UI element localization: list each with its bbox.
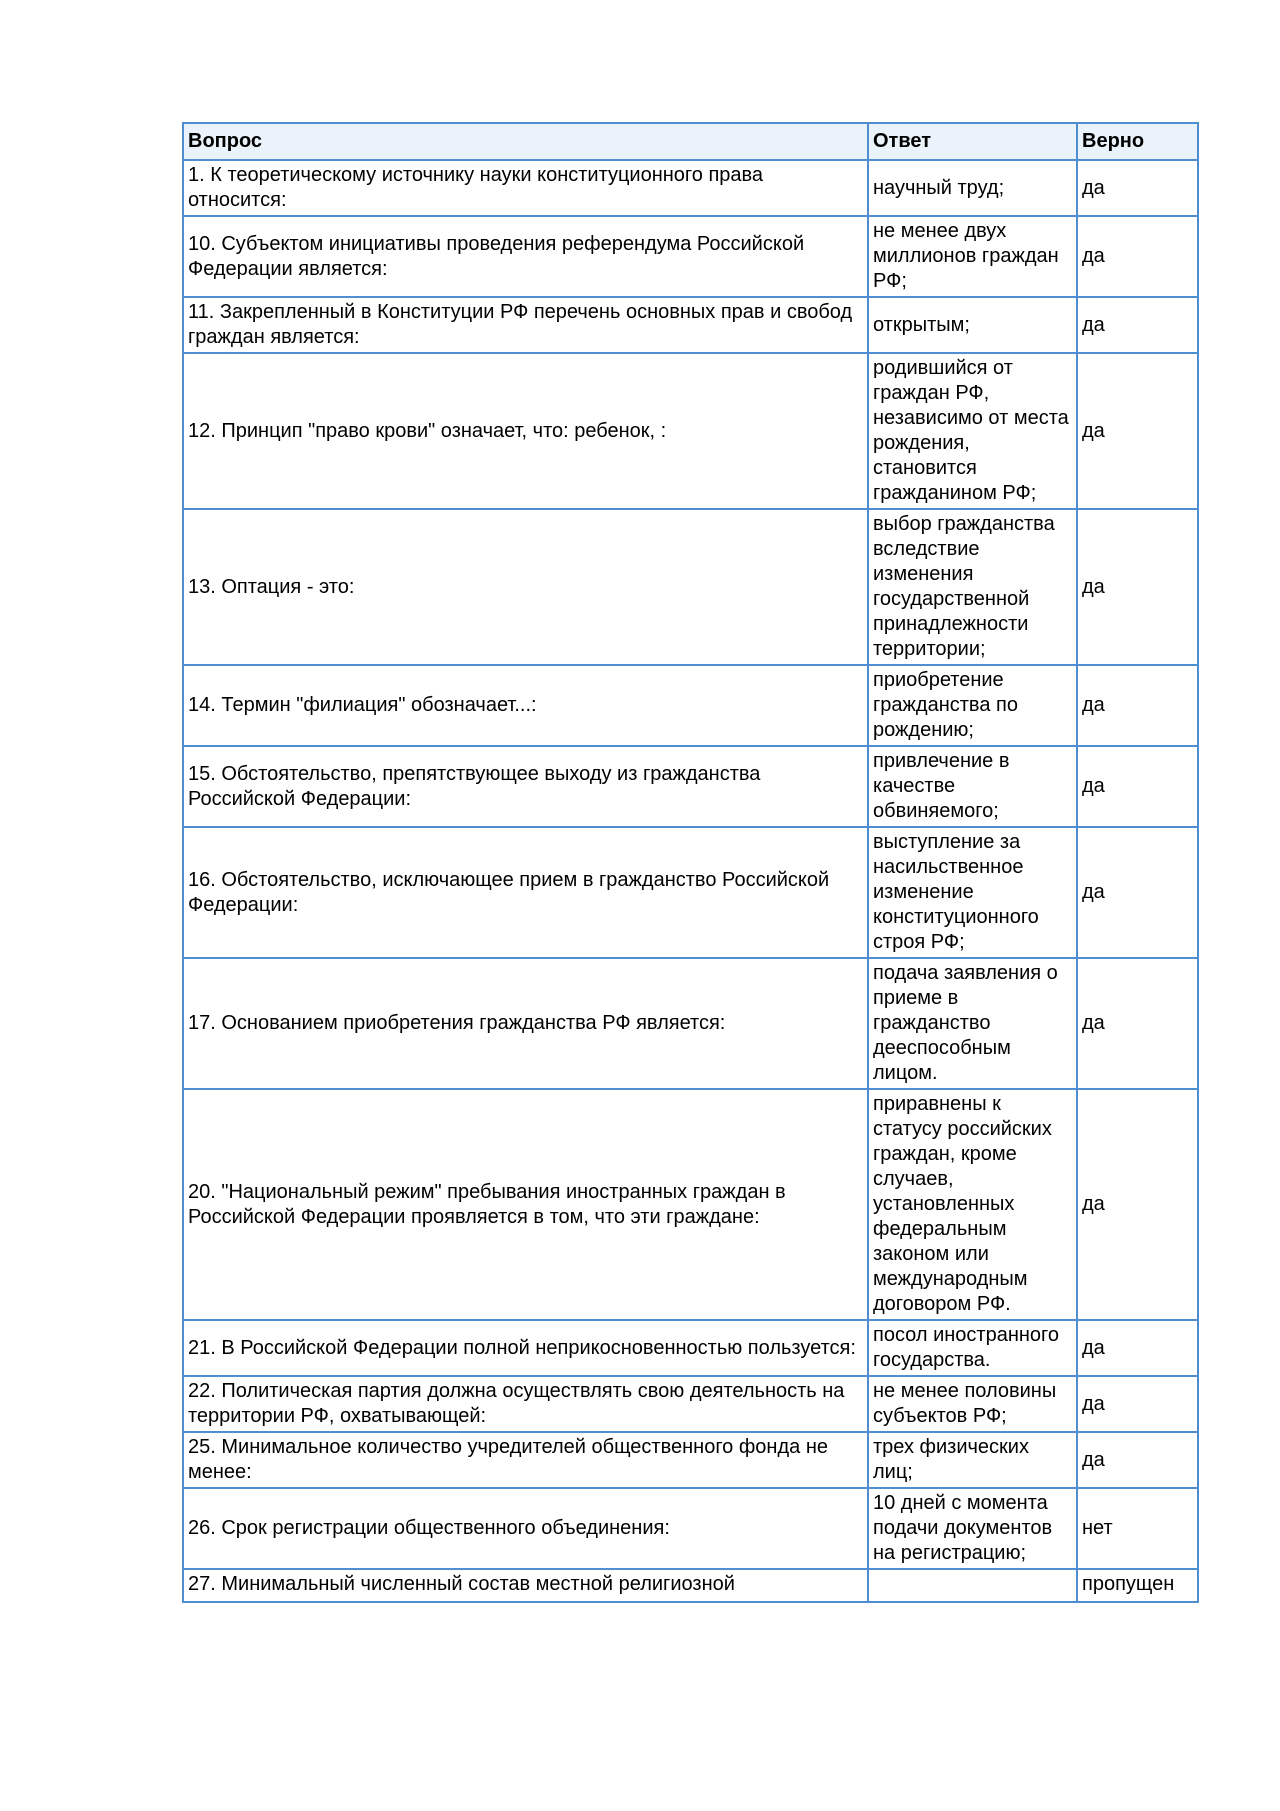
cell-answer: родившийся от граждан РФ, независимо от места рождения, становится гражданином РФ; [869,354,1076,508]
cell-answer: научный труд; [869,161,1076,215]
page-content [182,122,1197,1603]
cell-answer: приобретение гражданства по рождению; [869,666,1076,745]
header-question: Вопрос [184,124,867,159]
cell-question: 25. Минимальное количество учредителей общественного фонда не менее: [184,1433,867,1487]
cell-answer [869,1570,1076,1601]
cell-question: 11. Закрепленный в Конституции РФ перечень основных прав и свобод граждан является: [184,298,867,352]
cell-correct: да [1078,1433,1197,1487]
cell-question: 1. К теоретическому источнику науки конституционного права относится: [184,161,867,215]
table-row [184,1433,1197,1487]
cell-correct: да [1078,1377,1197,1431]
cell-question: 20. "Национальный режим" пребывания иностранных граждан в Российской Федерации проявляется в том, что эти граждане: [184,1090,867,1319]
cell-answer: не менее половины субъектов РФ; [869,1377,1076,1431]
table-row [184,1090,1197,1319]
cell-question: 26. Срок регистрации общественного объединения: [184,1489,867,1568]
header-correct: Верно [1078,124,1197,159]
cell-correct: пропущен [1078,1570,1197,1601]
cell-question: 22. Политическая партия должна осуществлять свою деятельность на территории РФ, охватывающей: [184,1377,867,1431]
cell-question: 13. Оптация - это: [184,510,867,664]
cell-correct: да [1078,959,1197,1088]
cell-correct: да [1078,1090,1197,1319]
cell-question: 12. Принцип "право крови" означает, что: ребенок, : [184,354,867,508]
cell-correct: да [1078,1321,1197,1375]
cell-question: 15. Обстоятельство, препятствующее выходу из гражданства Российской Федерации: [184,747,867,826]
cell-answer: привлечение в качестве обвиняемого; [869,747,1076,826]
table-row [184,161,1197,215]
cell-question: 14. Термин "филиация" обозначает...: [184,666,867,745]
table-row [184,1570,1197,1601]
table-row [184,1321,1197,1375]
table-row [184,828,1197,957]
cell-answer: не менее двух миллионов граждан РФ; [869,217,1076,296]
table-row [184,747,1197,826]
cell-answer: выбор гражданства вследствие изменения государственной принадлежности территории; [869,510,1076,664]
cell-question: 10. Субъектом инициативы проведения референдума Российской Федерации является: [184,217,867,296]
cell-correct: да [1078,354,1197,508]
cell-question: 16. Обстоятельство, исключающее прием в гражданство Российской Федерации: [184,828,867,957]
cell-correct: да [1078,510,1197,664]
table-row [184,510,1197,664]
table-row [184,298,1197,352]
quiz-results-table [182,122,1199,1603]
cell-correct: да [1078,666,1197,745]
cell-answer: посол иностранного государства. [869,1321,1076,1375]
cell-answer: выступление за насильственное изменение конституционного строя РФ; [869,828,1076,957]
table-row [184,666,1197,745]
cell-answer: открытым; [869,298,1076,352]
cell-answer: подача заявления о приеме в гражданство дееспособным лицом. [869,959,1076,1088]
cell-correct: да [1078,828,1197,957]
table-header-row [184,124,1197,159]
table-row [184,354,1197,508]
cell-correct: да [1078,217,1197,296]
cell-answer: приравнены к статусу российских граждан, кроме случаев, установленных федеральным законом или международным договором РФ. [869,1090,1076,1319]
table-row [184,1489,1197,1568]
cell-answer: 10 дней с момента подачи документов на регистрацию; [869,1489,1076,1568]
cell-question: 17. Основанием приобретения гражданства РФ является: [184,959,867,1088]
cell-correct: да [1078,298,1197,352]
cell-correct: нет [1078,1489,1197,1568]
header-answer: Ответ [869,124,1076,159]
cell-question: 27. Минимальный численный состав местной религиозной [184,1570,867,1601]
table-row [184,217,1197,296]
cell-answer: трех физических лиц; [869,1433,1076,1487]
table-row [184,1377,1197,1431]
cell-question: 21. В Российской Федерации полной неприкосновенностью пользуется: [184,1321,867,1375]
cell-correct: да [1078,161,1197,215]
cell-correct: да [1078,747,1197,826]
table-row [184,959,1197,1088]
